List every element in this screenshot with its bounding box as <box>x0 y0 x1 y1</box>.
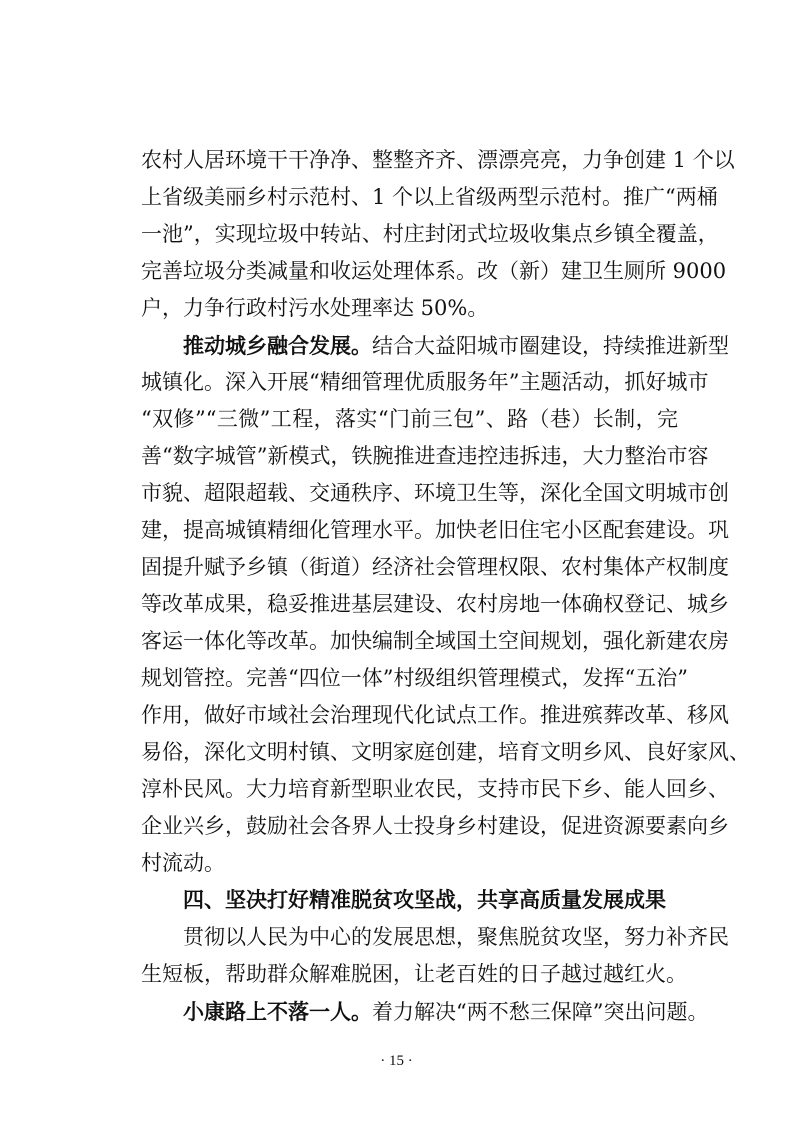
line-text: 易俗，深化文明村镇、文明家庭创建，培育文明乡风、良好家风、 <box>141 740 750 764</box>
text-line <box>141 660 688 697</box>
text-line <box>141 993 709 1030</box>
line-text: 着力解决“两不愁三保障”突出问题。 <box>372 1000 709 1024</box>
line-text: 户，力争行政村污水处理率达 50%。 <box>141 296 489 320</box>
text-line <box>141 290 678 327</box>
line-text: 完善垃圾分类减量和收运处理体系。改（新）建卫生厕所 9000 <box>141 259 727 283</box>
line-text: 企业兴乡，鼓励社会各界人士投身乡村建设，促进资源要素向乡 <box>141 814 729 838</box>
text-line <box>141 697 729 734</box>
paragraph-lead: 推动城乡融合发展。 <box>183 333 372 358</box>
line-text: 善“数字城管”新模式，铁腕推进查违控违拆违，大力整治市容 <box>141 444 709 468</box>
text-line <box>141 623 729 660</box>
text-line <box>141 549 729 586</box>
text-line <box>141 919 729 956</box>
line-text: 作用，做好市域社会治理现代化试点工作。推进殡葬改革、移风 <box>141 703 729 727</box>
line-text: 规划管控。完善“四位一体”村级组织管理模式，发挥“五治” <box>141 666 688 690</box>
line-text: 客运一体化等改革。加快编制全域国土空间规划，强化新建农房 <box>141 629 729 653</box>
line-text: 市貌、超限超载、交通秩序、环境卫生等，深化全国文明城市创 <box>141 481 729 505</box>
document-body <box>141 142 750 1030</box>
text-line <box>141 364 709 401</box>
line-text: 建，提高城镇精细化管理水平。加快老旧住宅小区配套建设。巩 <box>141 518 729 542</box>
text-line <box>141 808 729 845</box>
line-text: 淳朴民风。大力培育新型职业农民，支持市民下乡、能人回乡、 <box>141 777 729 801</box>
text-line <box>141 475 729 512</box>
text-line <box>141 512 729 549</box>
line-text: “双修”“三微”工程，落实“门前三包”、路（巷）长制，完 <box>141 407 678 431</box>
page-number: · 15 · <box>380 1053 413 1069</box>
text-line <box>141 253 727 290</box>
line-text: 一池”，实现垃圾中转站、村庄封闭式垃圾收集点乡镇全覆盖， <box>141 222 719 246</box>
text-line <box>141 438 709 475</box>
text-line <box>141 401 678 438</box>
text-line <box>141 179 718 216</box>
text-line <box>141 327 729 364</box>
text-line <box>141 771 729 808</box>
section-heading <box>141 882 678 919</box>
line-text: 村流动。 <box>141 851 225 875</box>
line-text: 四、坚决打好精准脱贫攻坚战，共享高质量发展成果 <box>183 888 666 912</box>
paragraph-lead: 小康路上不落一人。 <box>183 999 372 1024</box>
line-text: 贯彻以人民为中心的发展思想，聚焦脱贫攻坚，努力补齐民 <box>183 925 729 949</box>
text-line <box>141 734 750 771</box>
text-line <box>141 216 719 253</box>
text-line <box>141 142 735 179</box>
line-text: 等改革成果，稳妥推进基层建设、农村房地一体确权登记、城乡 <box>141 592 729 616</box>
line-text: 农村人居环境干干净净、整整齐齐、漂漂亮亮，力争创建 1 个以 <box>141 148 735 172</box>
line-text: 上省级美丽乡村示范村、1 个以上省级两型示范村。推广“两桶 <box>141 185 718 209</box>
line-text: 结合大益阳城市圈建设，持续推进新型 <box>372 334 729 358</box>
text-line <box>141 956 687 993</box>
line-text: 城镇化。深入开展“精细管理优质服务年”主题活动，抓好城市 <box>141 370 709 394</box>
text-line <box>141 586 729 623</box>
line-text: 生短板，帮助群众解难脱困，让老百姓的日子越过越红火。 <box>141 962 687 986</box>
text-line <box>141 845 678 882</box>
line-text: 固提升赋予乡镇（街道）经济社会管理权限、农村集体产权制度 <box>141 555 729 579</box>
